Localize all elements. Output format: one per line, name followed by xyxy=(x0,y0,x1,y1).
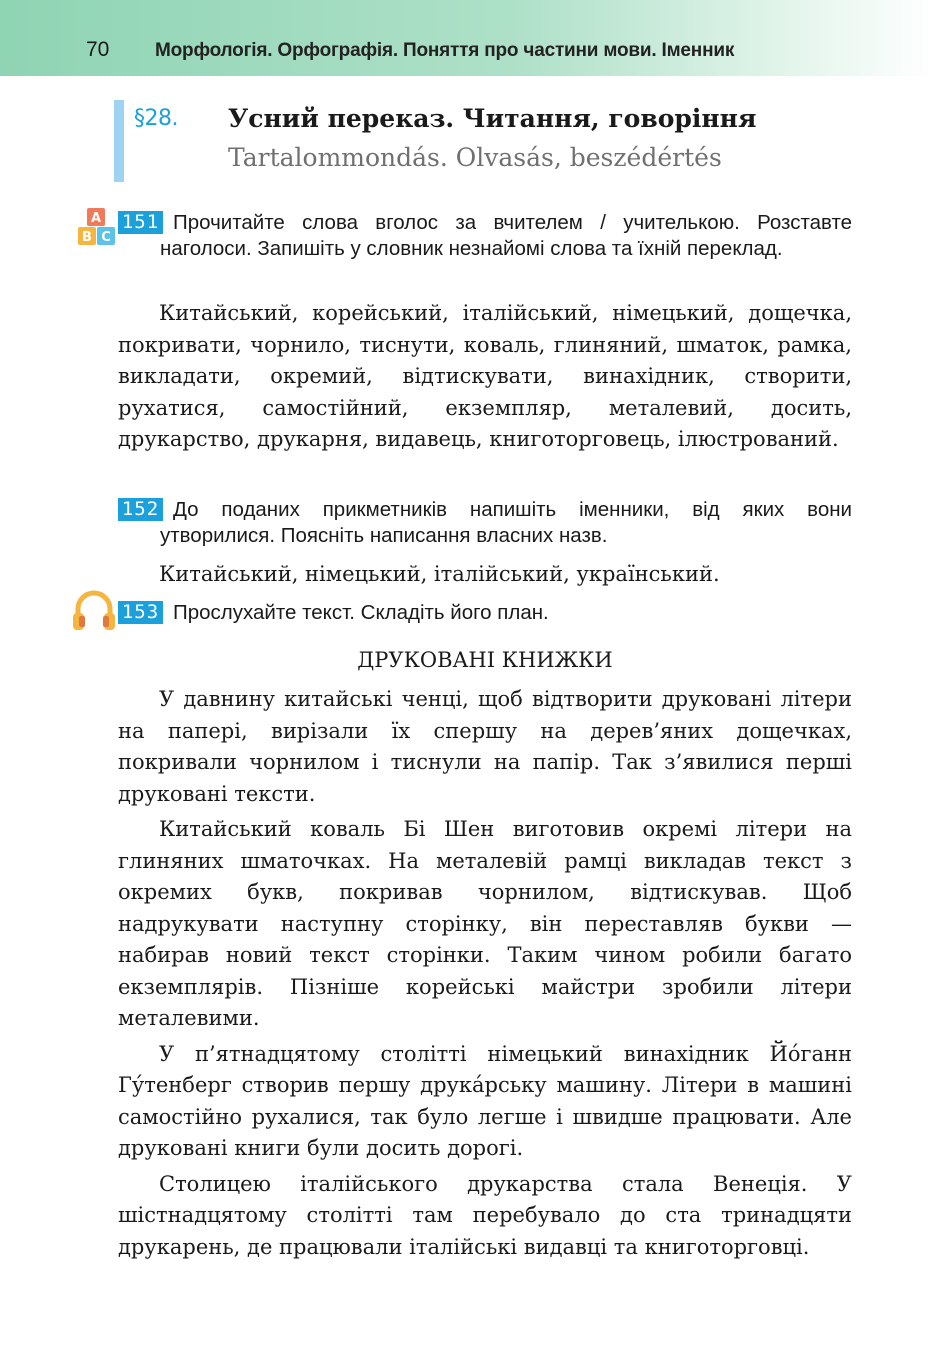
exercise-task-153: Прослухайте текст. Складіть його план. xyxy=(173,601,549,624)
abc-blocks-icon xyxy=(76,206,118,248)
story-paragraph: Китайський коваль Бі Шен виготовив окремі літери на глиняних шматочках. На металевій рамці викладав текст з окремих букв, покривав чорнилом, відтискував. Щоб надрукувати наступну сторінку, він переставляв букви — набирав новий текст сторінки. Таким чином робили багато екземплярів. Пізніше корейські майстри зробили літери металевими. xyxy=(118,817,852,1030)
exercise-number-153: 153 xyxy=(118,601,163,624)
svg-text:C: C xyxy=(101,230,111,245)
section-number: §28. xyxy=(134,106,178,131)
svg-text:B: B xyxy=(82,230,92,245)
page-number: 70 xyxy=(86,38,110,61)
section-title: Усний переказ. Читання, говоріння xyxy=(228,104,757,133)
running-title: Морфологія. Орфографія. Поняття про частини мови. Іменник xyxy=(155,40,735,61)
story-paragraph: У п’ятнадцятому столітті німецький винахідник Йо́ганн Гу́тенберг створив першу друка́рську машину. Літери в машині самостійно рухалися, так було легше і швидше працювати. Але друковані книги були досить дорогі. xyxy=(118,1041,852,1160)
exercise-number-152: 152 xyxy=(118,498,163,521)
section-subtitle: Tartalommondás. Olvasás, beszédértés xyxy=(228,143,722,172)
exercise-task-152: До поданих прикметників напишіть іменники, від яких вони утворилися. Поясніть написання власних назв. xyxy=(160,498,852,547)
story-body xyxy=(118,684,852,1263)
section-bar xyxy=(114,100,124,182)
exercise-task-151: Прочитайте слова вголос за вчителем / учителькою. Розставте наголоси. Запишіть у словник незнайомі слова та їхній переклад. xyxy=(160,211,852,260)
headphones-icon xyxy=(70,587,118,633)
exercise-number-151: 151 xyxy=(118,211,163,234)
exercise-words-152: Китайський, німецький, італійський, український. xyxy=(159,562,720,586)
page-header xyxy=(0,0,935,76)
exercise-words-151: Китайський, корейський, італійський, німецький, дощечка, покривати, чорнило, тиснути, коваль, глиняний, шматок, рамка, викладати, окремий, відтискувати, винахідник, створити, рухатися, самостійний, екземпляр, металевий, досить, друкарство, друкарня, видавець, книготорговець, ілюстрований. xyxy=(118,301,852,451)
story-paragraph: У давнину китайські ченці, щоб відтворити друковані літери на папері, вирізали їх спершу на дерев’яних дощечках, покривали чорнилом і тиснули на папір. Так з’явилися перші друковані тексти. xyxy=(118,687,852,806)
story-paragraph: Столицею італійського друкарства стала Венеція. У шістнадцятому столітті там перебувало до ста тринадцяти друкарень, де працювали італійські видавці та книготорговці. xyxy=(118,1171,852,1259)
story-title: ДРУКОВАНІ КНИЖКИ xyxy=(357,648,613,672)
svg-text:A: A xyxy=(90,211,102,226)
